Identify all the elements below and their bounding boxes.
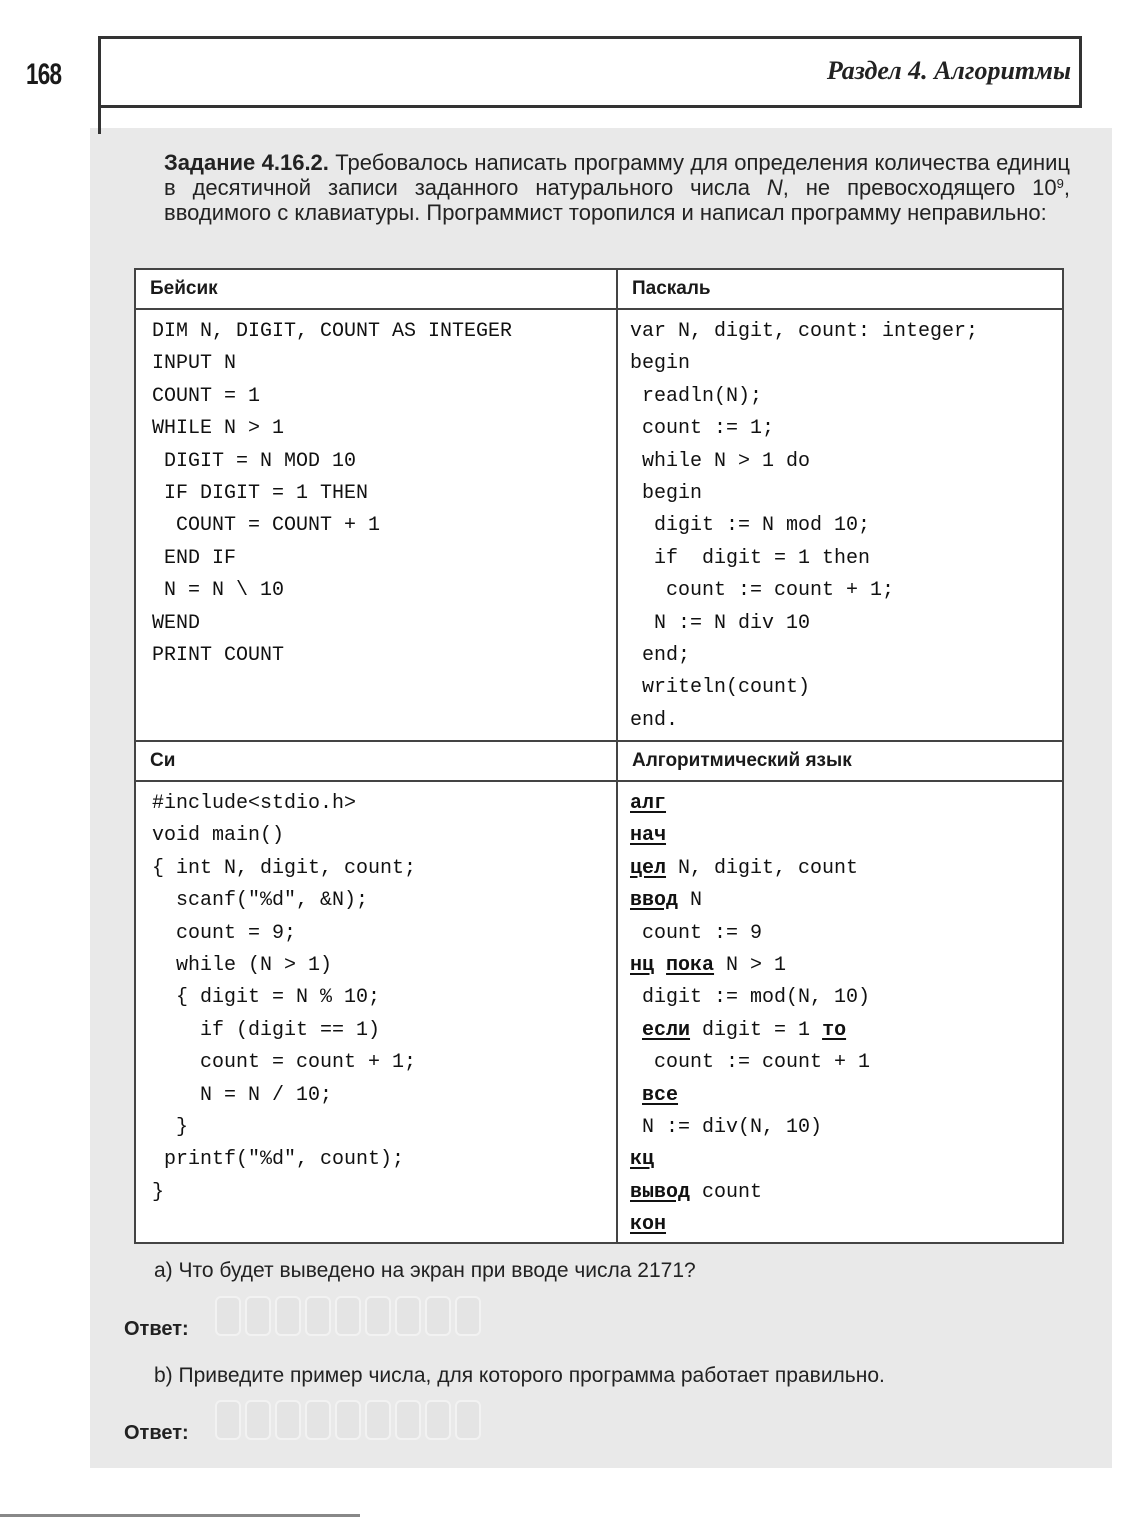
header-rule [98, 36, 101, 134]
answer-cell[interactable] [305, 1296, 331, 1336]
answer-b-label: Ответ: [124, 1422, 189, 1444]
code-line: count := count + 1 [630, 1051, 871, 1075]
c-header: Си [135, 741, 617, 781]
code-line: N = N / 10; [152, 1083, 333, 1107]
answer-cell[interactable] [365, 1296, 391, 1336]
code-line [630, 1144, 1062, 1176]
code-line: N := div(N, 10) [630, 1116, 823, 1140]
answer-cell[interactable] [425, 1400, 451, 1440]
code-line: DIM N, DIGIT, COUNT AS INTEGER [152, 320, 513, 343]
answer-cell[interactable] [215, 1296, 241, 1336]
task-var-n: N [766, 175, 783, 200]
answer-cell[interactable] [245, 1296, 271, 1336]
section-title: Раздел 4. Алгоритмы [826, 56, 1071, 85]
code-line [630, 788, 1062, 820]
code-line: writeln(count) [630, 676, 811, 700]
question-a: а) Что будет выведено на экран при вводе числа 2171? [154, 1259, 696, 1282]
code-line: if digit = 1 then [630, 546, 871, 570]
code-text: N [678, 889, 703, 913]
page-bottom-rule [0, 1514, 360, 1517]
answer-cell[interactable] [275, 1296, 301, 1336]
pascal-code [617, 309, 1063, 741]
basic-code [135, 309, 617, 741]
keyword: кон [630, 1213, 667, 1237]
answer-cell[interactable] [305, 1400, 331, 1440]
code-line: { int N, digit, count; [152, 856, 417, 880]
code-line: PRINT COUNT [152, 644, 285, 668]
code-text: N, digit, count [666, 856, 859, 880]
answer-cell[interactable] [335, 1400, 361, 1440]
keyword: то [822, 1018, 847, 1042]
code-line [630, 1015, 1062, 1047]
code-line: } [152, 1116, 189, 1140]
answer-cell[interactable] [395, 1400, 421, 1440]
code-line [630, 820, 1062, 852]
answer-cell[interactable] [455, 1400, 481, 1440]
pascal-header: Паскаль [617, 269, 1063, 309]
task-text-1: Требовалось написать программу для определения количества единиц в десятичной записи заданного натурального числа [164, 150, 1070, 200]
keyword: нач [630, 824, 667, 848]
task-text-2: , не превосходящего 10 [782, 175, 1057, 200]
code-line: count := 1; [630, 417, 775, 441]
answer-a-boxes[interactable] [215, 1296, 485, 1336]
code-line: end. [630, 708, 679, 732]
code-line: IF DIGIT = 1 THEN [152, 482, 369, 506]
code-line: WHILE N > 1 [152, 417, 285, 441]
code-line: if (digit == 1) [152, 1018, 381, 1042]
answer-cell[interactable] [245, 1400, 271, 1440]
answer-a-label: Ответ: [124, 1318, 189, 1340]
keyword: если [642, 1018, 691, 1042]
keyword: ввод [630, 889, 679, 913]
code-line: COUNT = 1 [152, 384, 261, 408]
answer-cell[interactable] [455, 1296, 481, 1336]
code-line: begin [630, 352, 691, 376]
code-line: while N > 1 do [630, 449, 811, 473]
answer-cell[interactable] [275, 1400, 301, 1440]
code-line: count := count + 1; [630, 579, 895, 603]
task-label: Задание 4.16.2. [164, 150, 329, 175]
algo-code [617, 781, 1063, 1243]
code-line [630, 885, 1062, 917]
code-table [134, 268, 1064, 1244]
code-line: #include<stdio.h> [152, 792, 357, 815]
keyword: алг [630, 792, 667, 815]
code-line: count := 9 [630, 921, 763, 945]
code-line: END IF [152, 546, 237, 570]
basic-header: Бейсик [135, 269, 617, 309]
keyword: нц [630, 954, 655, 978]
code-line: var N, digit, count: integer; [630, 320, 979, 343]
code-line: begin [630, 482, 703, 506]
code-text: digit = 1 [690, 1018, 823, 1042]
answer-cell[interactable] [365, 1400, 391, 1440]
code-line: digit := N mod 10; [630, 514, 871, 538]
algo-header: Алгоритмический язык [617, 741, 1063, 781]
code-line [630, 1177, 1062, 1209]
code-line: readln(N); [630, 384, 763, 408]
code-line: end; [630, 644, 691, 668]
answer-b-boxes[interactable] [215, 1400, 485, 1440]
code-line [630, 950, 1062, 982]
code-line: DIGIT = N MOD 10 [152, 449, 357, 473]
code-line: INPUT N [152, 352, 237, 376]
code-line [630, 1080, 1062, 1112]
question-b: b) Приведите пример числа, для которого программа работает правильно. [154, 1364, 885, 1387]
code-line: { digit = N % 10; [152, 986, 381, 1010]
code-line: N = N \ 10 [152, 579, 285, 603]
code-text: count [690, 1180, 763, 1204]
keyword: вывод [630, 1180, 691, 1204]
code-line: COUNT = COUNT + 1 [152, 514, 381, 538]
code-line: printf("%d", count); [152, 1148, 405, 1172]
answer-cell[interactable] [425, 1296, 451, 1336]
answer-cell[interactable] [395, 1296, 421, 1336]
code-line [630, 1209, 1062, 1241]
code-line: WEND [152, 611, 201, 635]
code-line: digit := mod(N, 10) [630, 986, 871, 1010]
code-line: count = 9; [152, 921, 297, 945]
code-line: count = count + 1; [152, 1051, 417, 1075]
task-statement [164, 150, 1070, 225]
code-line: while (N > 1) [152, 954, 333, 978]
task-exponent: 9 [1056, 176, 1064, 191]
c-code [135, 781, 617, 1243]
task-text-3: , вводимого с клавиатуры. Программист торопился и написал программу неправильно: [164, 175, 1070, 225]
code-line [630, 853, 1062, 885]
code-line: void main() [152, 824, 285, 848]
keyword: все [642, 1083, 679, 1107]
answer-cell[interactable] [335, 1296, 361, 1336]
keyword: цел [630, 856, 667, 880]
answer-cell[interactable] [215, 1400, 241, 1440]
code-line: scanf("%d", &N); [152, 889, 369, 913]
code-line: } [152, 1180, 165, 1204]
keyword: кц [630, 1148, 655, 1172]
code-text: N > 1 [714, 954, 787, 978]
keyword: пока [666, 954, 715, 978]
code-line: N := N div 10 [630, 611, 811, 635]
page-number: 168 [26, 58, 62, 91]
